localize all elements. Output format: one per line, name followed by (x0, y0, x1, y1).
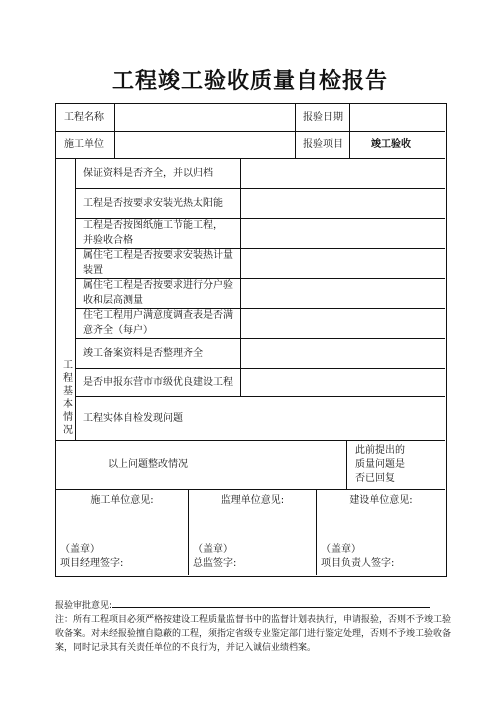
check-item: 工程是否按图纸施工节能工程， 并验收合格 (83, 220, 223, 246)
report-date-field[interactable] (349, 104, 445, 131)
report-item-label: 报验项目 (303, 139, 343, 150)
row-line (56, 489, 445, 490)
section-label-vertical (62, 359, 74, 437)
rectification-label: 以上问题整改情况 (108, 459, 188, 470)
check-answer[interactable] (241, 218, 445, 248)
check-item: 住宅工程用户满意度调查表是否满 意齐全（每户） (83, 310, 233, 336)
contractor-field[interactable] (114, 131, 295, 158)
section-label-char: 况 (63, 425, 73, 436)
check-answer[interactable] (241, 158, 445, 188)
contractor-label: 施工单位 (64, 139, 104, 150)
note-text: 注：所有工程项目必须严格按建设工程质量监督书中的监督计划表执行，申请报验，否则不予竣工验收备案。对未经报验擅自隐蔽的工程，须指定省级专业鉴定部门进行鉴定处理，否则不予竣工验收备案，同时记录其有关责任单位的不良行为，并记入诚信业绩档案。 (55, 615, 452, 653)
check-item: 工程是否按要求安装光热太阳能 (83, 197, 223, 209)
owner-seal: （盖章） (321, 543, 361, 555)
project-name-label: 工程名称 (64, 112, 104, 123)
supervisor-sign: 总监签字: (193, 557, 237, 569)
check-item: 属住宅工程是否按要求安装热计量 装置 (83, 250, 233, 276)
owner-sign: 项目负责人签字: (321, 557, 395, 569)
section-label-char: 工 (63, 360, 73, 371)
check-answer[interactable] (241, 308, 445, 338)
approval-label: 报验审批意见: (55, 601, 113, 611)
check-item: 竣工备案资料是否整理齐全 (83, 347, 203, 359)
check-answer[interactable] (241, 188, 445, 218)
project-name-field[interactable] (114, 104, 295, 131)
approval-input-line[interactable] (112, 597, 430, 608)
rectification-question: 此前提出的 质量问题是 否已回复 (355, 444, 405, 484)
contractor-seal: （盖章） (60, 543, 100, 555)
report-title: 工程竣工验收质量自检报告 (111, 68, 388, 94)
check-answer[interactable] (241, 278, 445, 308)
supervisor-seal: （盖章） (193, 543, 233, 555)
section-label-char: 程 (63, 373, 73, 384)
check-answer[interactable] (241, 248, 445, 278)
contractor-opinion-title: 施工单位意见: (90, 494, 154, 506)
notes-section (55, 597, 455, 655)
report-date-label: 报验日期 (303, 112, 343, 123)
supervisor-opinion-title: 监理单位意见: (220, 494, 285, 506)
check-item: 保证资料是否齐全，并以归档 (83, 167, 213, 179)
contractor-sign: 项目经理签字: (60, 557, 124, 569)
check-item: 属住宅工程是否按要求进行分户验 收和层高测量 (83, 280, 233, 306)
check-item: 是否申报东营市市级优良建设工程 (83, 376, 233, 388)
section-label-char: 基 (63, 386, 73, 397)
check-answer[interactable] (241, 338, 445, 368)
check-item: 工程实体自检发现问题 (83, 412, 183, 424)
section-label-char: 情 (63, 412, 73, 423)
approval-line (55, 597, 455, 613)
report-item-value: 竣工验收 (371, 139, 411, 150)
report-form (55, 103, 447, 577)
owner-opinion-title: 建设单位意见: (349, 494, 413, 506)
section-label-char: 本 (63, 399, 73, 410)
